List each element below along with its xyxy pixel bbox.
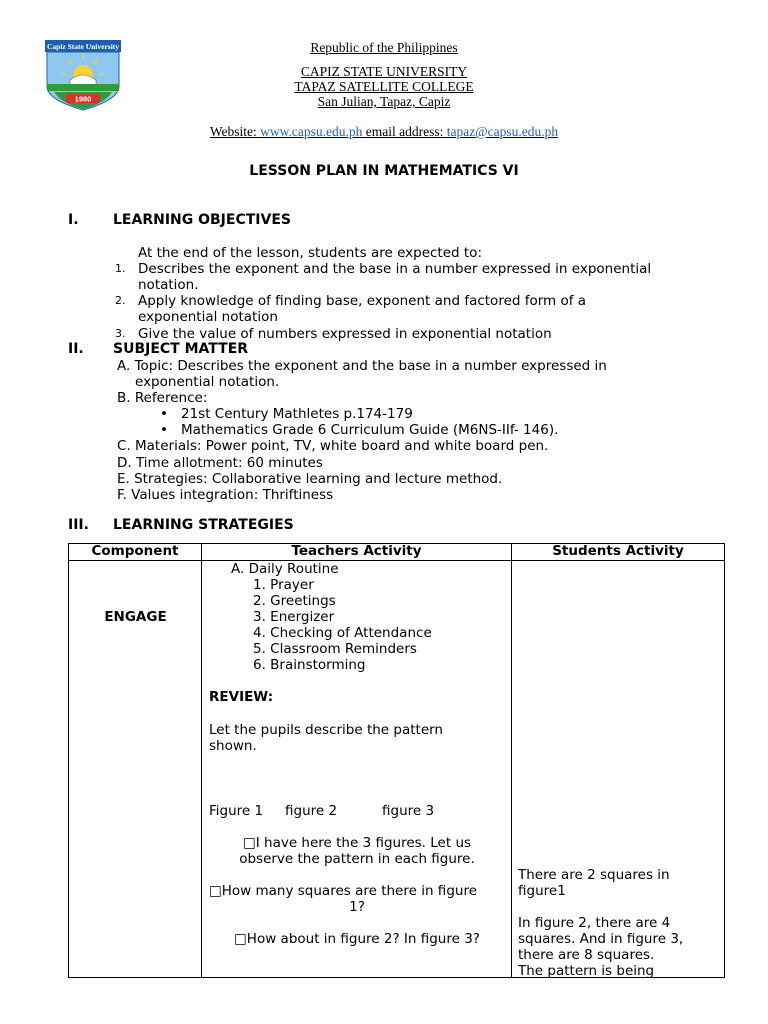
question-2-line-1: □How many squares are there in figure (209, 883, 477, 899)
component-engage: ENGAGE (104, 609, 167, 625)
table-header-row (69, 544, 725, 561)
reference-item-2: Mathematics Grade 6 Curriculum Guide (M6NS-IIf- 146). (181, 422, 559, 438)
student-cell (512, 561, 725, 978)
subject-reference: B. Reference: (117, 390, 208, 406)
section-1-number: I. (68, 212, 79, 228)
component-cell (69, 561, 202, 978)
header-students-activity: Students Activity (512, 544, 725, 561)
question-1-line-2: observe the pattern in each figure. (239, 851, 475, 867)
section-3-number: III. (68, 517, 89, 533)
subject-time: D. Time allotment: 60 minutes (117, 455, 323, 471)
header-address: San Julian, Tapaz, Capiz (317, 94, 451, 109)
answer-2-line-2: squares. And in figure 3, (518, 931, 684, 947)
answer-1-line-1: There are 2 squares in (518, 867, 670, 883)
objective-3-number: 3. (115, 327, 126, 340)
objective-2-line-2: exponential notation (138, 309, 278, 325)
routine-item-5: 5. Classroom Reminders (253, 641, 417, 657)
routine-item-2: 2. Greetings (253, 593, 336, 609)
objective-3-line-1: Give the value of numbers expressed in exponential notation (138, 326, 552, 342)
question-2-line-2: 1? (349, 899, 365, 915)
answer-2-line-4: The pattern is being (518, 963, 655, 979)
objective-1-line-1: Describes the exponent and the base in a number expressed in exponential (138, 261, 652, 277)
routine-item-1: 1. Prayer (253, 577, 314, 593)
website-label: Website: (209, 124, 261, 139)
subject-values: F. Values integration: Thriftiness (117, 487, 334, 503)
email-link[interactable]: tapaz@capsu.edu.ph (446, 124, 559, 139)
logo-year: 1980 (74, 94, 92, 104)
routine-item-3: 3. Energizer (253, 609, 335, 625)
subject-topic-line-2: exponential notation. (135, 374, 280, 390)
question-3: □How about in figure 2? In figure 3? (234, 931, 480, 947)
answer-2-line-3: there are 8 squares. (518, 947, 655, 963)
figure-2-label: figure 2 (285, 803, 338, 819)
subject-topic-line-1: A. Topic: Describes the exponent and the base in a number expressed in (117, 358, 607, 374)
email-label: email address: (362, 124, 447, 139)
answer-1-line-2: figure1 (518, 883, 566, 899)
strategies-table (68, 543, 725, 978)
section-3-title: LEARNING STRATEGIES (113, 517, 294, 533)
review-instruction-line-2: shown. (209, 738, 257, 754)
figure-1-label: Figure 1 (209, 803, 264, 819)
reference-bullet-2: • (160, 422, 168, 438)
header-republic: Republic of the Philippines (310, 40, 458, 55)
section-2-number: II. (68, 341, 84, 357)
subject-materials: C. Materials: Power point, TV, white board and white board pen. (117, 438, 549, 454)
objective-2-line-1: Apply knowledge of finding base, exponent and factored form of a (138, 293, 587, 309)
logo-top-text: Capiz State University (46, 42, 120, 51)
reference-item-1: 21st Century Mathletes p.174-179 (181, 406, 413, 422)
subject-strategies: E. Strategies: Collaborative learning and lecture method. (117, 471, 503, 487)
answer-2-line-1: In figure 2, there are 4 (518, 915, 671, 931)
question-1-line-1: □I have here the 3 figures. Let us (242, 835, 472, 851)
header-component: Component (69, 544, 202, 561)
header-teachers-activity: Teachers Activity (202, 544, 512, 561)
routine-item-4: 4. Checking of Attendance (253, 625, 432, 641)
table-row (69, 561, 725, 978)
review-instruction-line-1: Let the pupils describe the pattern (209, 722, 443, 738)
routine-item-6: 6. Brainstorming (253, 657, 366, 673)
document-title: LESSON PLAN IN MATHEMATICS VI (249, 163, 519, 179)
reference-bullet-1: • (160, 406, 168, 422)
objective-1-number: 1. (115, 262, 126, 275)
header-college: TAPAZ SATELLITE COLLEGE (294, 79, 474, 94)
daily-routine-title: A. Daily Routine (231, 561, 339, 577)
header-university: CAPIZ STATE UNIVERSITY (300, 64, 468, 79)
teacher-cell (202, 561, 512, 978)
review-heading: REVIEW: (209, 689, 274, 705)
section-2-title: SUBJECT MATTER (113, 341, 249, 357)
figure-3-label: figure 3 (382, 803, 435, 819)
website-link[interactable]: www.capsu.edu.ph (260, 124, 363, 139)
square-icon: □ (242, 835, 256, 851)
square-icon: □ (234, 931, 247, 947)
objective-1-line-2: notation. (138, 277, 199, 293)
objective-2-number: 2. (115, 294, 126, 307)
square-icon: □ (209, 883, 222, 899)
section-1-title: LEARNING OBJECTIVES (113, 212, 291, 228)
header-contact (0, 124, 768, 140)
objectives-intro: At the end of the lesson, students are expected to: (138, 245, 482, 261)
